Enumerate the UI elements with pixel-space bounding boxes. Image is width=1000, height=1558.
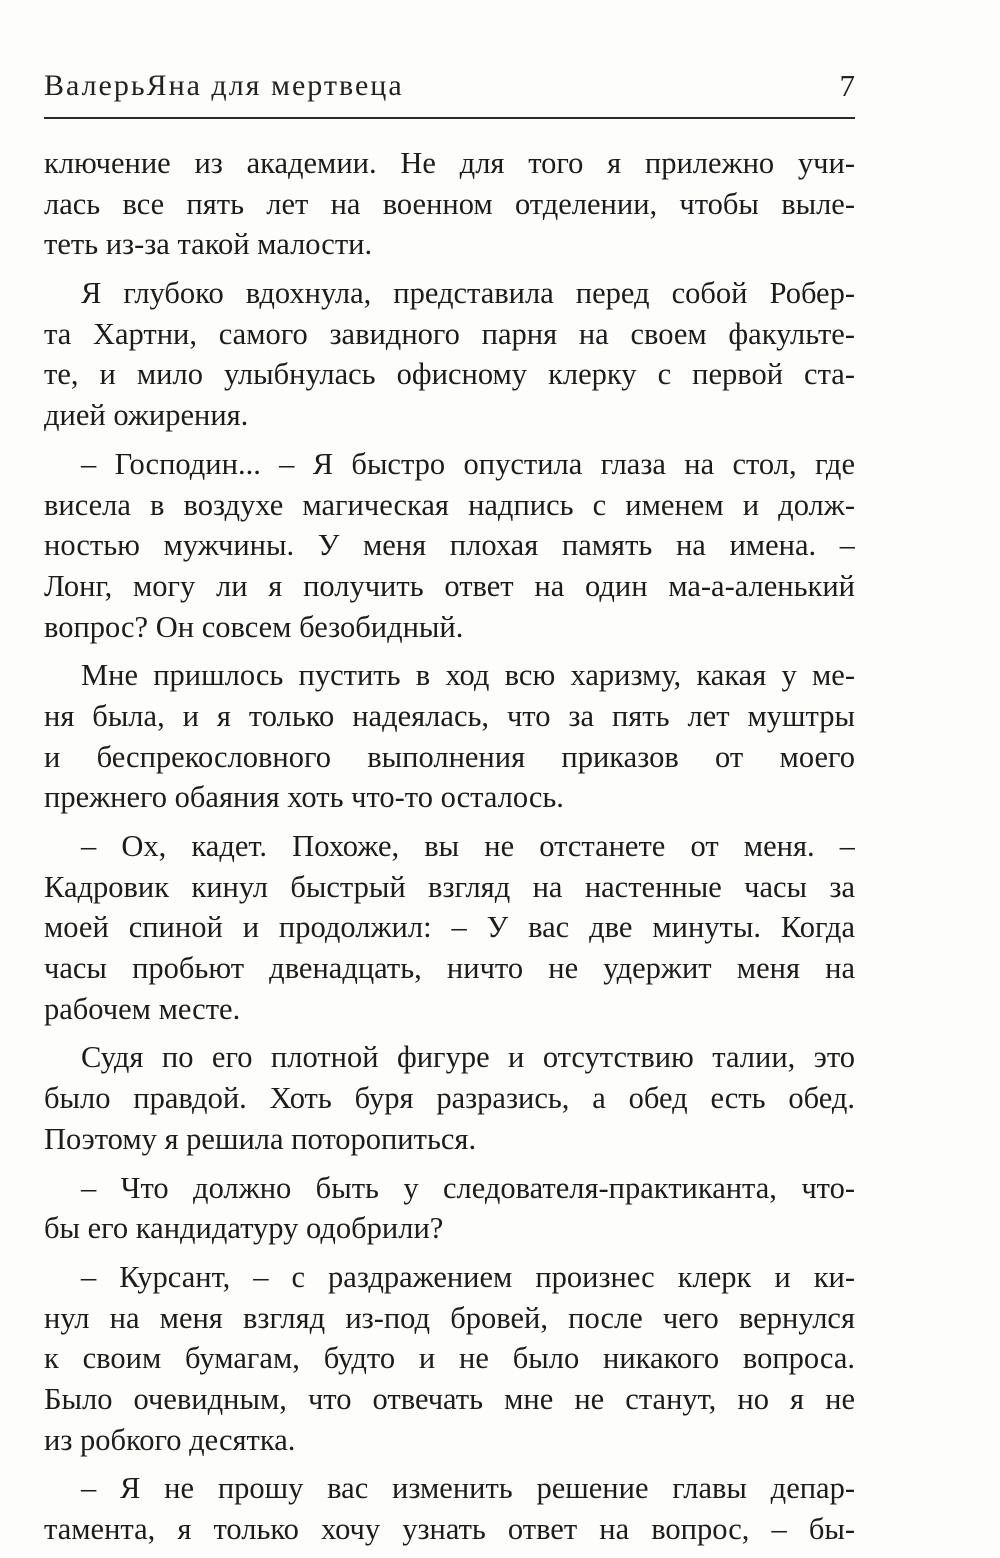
paragraph bbox=[44, 273, 855, 436]
text-line: та Хартни, самого завидного парня на своем факульте- bbox=[44, 316, 855, 351]
text-line: Судя по его плотной фигуре и отсутствию талии, это bbox=[81, 1040, 855, 1075]
text-line: теть из-за такой малости. bbox=[44, 227, 373, 262]
text-line: – Что должно быть у следователя-практиканта, что- bbox=[81, 1170, 855, 1205]
text-line: те, и мило улыбнулась офисному клерку с первой ста- bbox=[44, 357, 855, 392]
text-line: к своим бумагам, будто и не было никакого вопроса. bbox=[44, 1341, 855, 1376]
text-line: Было очевидным, что отвечать мне не станут, но я не bbox=[44, 1381, 855, 1416]
paragraph bbox=[44, 444, 855, 647]
text-line: – Я не прошу вас изменить решение главы депар- bbox=[81, 1471, 855, 1506]
text-line: тамента, я только хочу узнать ответ на вопрос, – бы- bbox=[44, 1512, 855, 1546]
text-line: ня была, и я только надеялась, что за пять лет муштры bbox=[44, 698, 855, 733]
text-line: вопрос? Он совсем безобидный. bbox=[44, 609, 464, 644]
text-line: бы его кандидатуру одобрили? bbox=[44, 1211, 444, 1246]
text-line: Поэтому я решила поторопиться. bbox=[44, 1121, 477, 1156]
text-line: Лонг, могу ли я получить ответ на один ма-а-аленький bbox=[44, 568, 855, 603]
text-line: нул на меня взгляд из-под бровей, после чего вернулся bbox=[44, 1300, 855, 1335]
text-line: – Господин... – Я быстро опустила глаза на стол, где bbox=[81, 446, 855, 481]
paragraph bbox=[44, 1168, 855, 1249]
paragraph bbox=[44, 655, 855, 818]
text-line: часы пробьют двенадцать, ничто не удержит меня на bbox=[44, 951, 855, 986]
running-title: ВалерьЯна для мертвеца bbox=[44, 69, 404, 102]
text-line: прежнего обаяния хоть что-то осталось. bbox=[44, 780, 564, 815]
header-rule bbox=[44, 117, 855, 119]
text-line: Я глубоко вдохнула, представила перед собой Робер- bbox=[81, 276, 855, 311]
text-line: Мне пришлось пустить в ход всю харизму, какая у ме- bbox=[81, 658, 855, 693]
paragraph bbox=[44, 143, 855, 265]
text-line: – Курсант, – с раздражением произнес клерк и ки- bbox=[81, 1259, 855, 1294]
text-line: ностью мужчины. У меня плохая память на имена. – bbox=[44, 528, 855, 563]
text-line: и беспрекословного выполнения приказов от моего bbox=[44, 739, 855, 774]
paragraph bbox=[44, 826, 855, 1029]
page-number: 7 bbox=[839, 68, 855, 103]
text-line: висела в воздухе магическая надпись с именем и долж- bbox=[44, 487, 855, 522]
text-line: из робкого десятка. bbox=[44, 1422, 296, 1457]
text-line: лась все пять лет на военном отделении, чтобы выле- bbox=[44, 186, 855, 221]
text-line: – Ох, кадет. Похоже, вы не отстанете от меня. – bbox=[81, 829, 855, 863]
page-header bbox=[44, 66, 855, 116]
paragraph bbox=[44, 1257, 855, 1460]
body-text bbox=[44, 143, 855, 1558]
text-line: дией ожирения. bbox=[44, 398, 249, 433]
text-line: Кадровик кинул быстрый взгляд на настенные часы за bbox=[44, 869, 855, 904]
text-line: моей спиной и продолжил: – У вас две минуты. Когда bbox=[44, 910, 855, 945]
text-line: было правдой. Хоть буря разразись, а обед есть обед. bbox=[44, 1081, 855, 1116]
paragraph bbox=[44, 1037, 855, 1159]
text-line: ключение из академии. Не для того я прилежно учи- bbox=[44, 146, 855, 180]
text-line: рабочем месте. bbox=[44, 991, 241, 1026]
paragraph bbox=[44, 1468, 855, 1549]
